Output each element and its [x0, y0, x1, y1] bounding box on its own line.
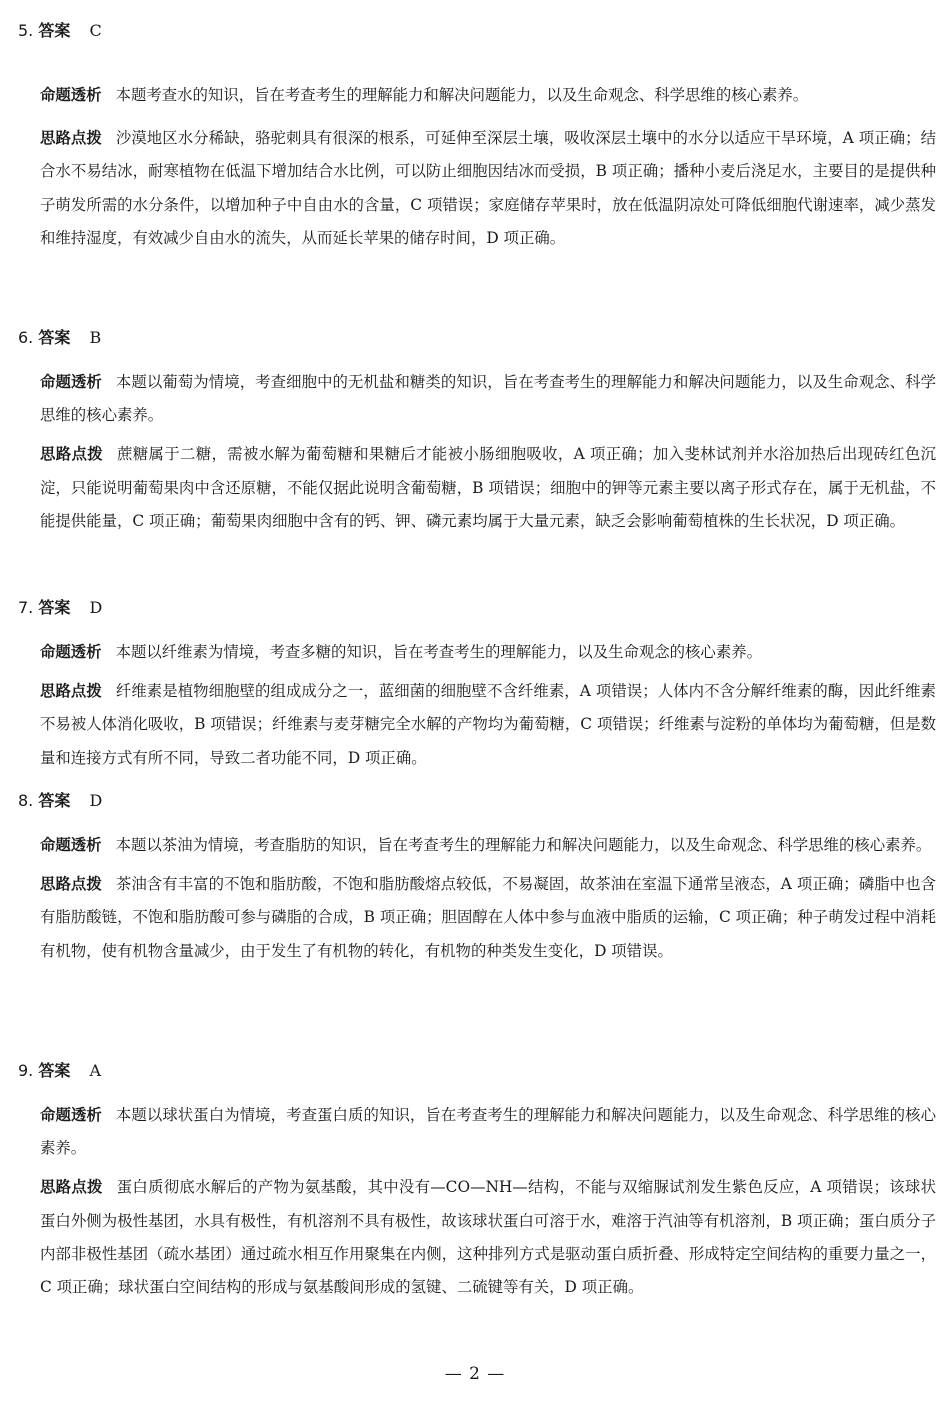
- answer-value: D: [89, 598, 103, 617]
- hint-paragraph: [40, 1171, 936, 1304]
- question-number: 9.: [18, 1061, 34, 1080]
- analysis-text: 本题以葡萄为情境，考查细胞中的无机盐和糖类的知识，旨在考查考生的理解能力和解决问题能力，以及生命观念、科学思维的核心素养。: [40, 373, 936, 425]
- analysis-label: 命题透析: [40, 836, 102, 854]
- hint-text: 沙漠地区水分稀缺，骆驼刺具有很深的根系，可延伸至深层土壤，吸收深层土壤中的水分以适应干旱环境，A 项正确；结合水不易结冰，耐寒植物在低温下增加结合水比例，可以防止细胞因结冰而受损，B 项正确；播种小麦后浇足水，主要目的是提供种子萌发所需的水分条件，以增加种子中自由水的含量，C 项错误；家庭储存苹果时，放在低温阴凉处可降低细胞代谢速率，减少蒸发和维持湿度，有效减少自由水的流失，从而延长苹果的储存时间，D 项正确。: [40, 129, 936, 247]
- hint-text: 蔗糖属于二糖，需被水解为葡萄糖和果糖后才能被小肠细胞吸收，A 项正确；加入斐林试剂并水浴加热后出现砖红色沉淀，只能说明葡萄果肉中含还原糖，不能仅据此说明含葡萄糖，B 项错误；细胞中的钾等元素主要以离子形式存在，属于无机盐，不能提供能量，C 项正确；葡萄果肉细胞中含有的钙、钾、磷元素均属于大量元素，缺乏会影响葡萄植株的生长状况，D 项正确。: [40, 445, 936, 530]
- analysis-paragraph: [40, 1099, 936, 1165]
- analysis-text: 本题以纤维素为情境，考查多糖的知识，旨在考查考生的理解能力，以及生命观念的核心素养。: [115, 643, 762, 661]
- analysis-label: 命题透析: [40, 643, 102, 661]
- analysis-label: 命题透析: [40, 1106, 102, 1124]
- question-8: [18, 790, 936, 968]
- answer-line: [18, 597, 936, 619]
- hint-label: 思路点拨: [40, 445, 103, 464]
- hint-text: 纤维素是植物细胞壁的组成成分之一，蓝细菌的细胞壁不含纤维素，A 项错误；人体内不含分解纤维素的酶，因此纤维素不易被人体消化吸收，B 项错误；纤维素与麦芽糖完全水解的产物均为葡萄糖，C 项错误；纤维素与淀粉的单体均为葡萄糖，但是数量和连接方式有所不同，导致二者功能不同，D 项正确。: [40, 682, 936, 767]
- analysis-paragraph: [40, 366, 936, 432]
- answer-label: 答案: [38, 598, 71, 617]
- hint-paragraph: [40, 868, 936, 968]
- hint-label: 思路点拨: [40, 682, 102, 701]
- answer-value: B: [89, 328, 102, 347]
- answer-label: 答案: [38, 21, 71, 40]
- hint-text: 蛋白质彻底水解后的产物为氨基酸，其中没有—CO—NH—结构，不能与双缩脲试剂发生紫色反应，A 项错误；该球状蛋白外侧为极性基团，水具有极性，有机溶剂不具有极性，故该球状蛋白可溶于水，难溶于汽油等有机溶剂，B 项正确；蛋白质分子内部非极性基团（疏水基团）通过疏水相互作用聚集在内侧，这种排列方式是驱动蛋白质折叠、形成特定空间结构的重要力量之一，C 项正确；球状蛋白空间结构的形成与氨基酸间形成的氢键、二硫键等有关，D 项正确。: [40, 1178, 936, 1297]
- answer-label: 答案: [38, 328, 71, 347]
- page-number: — 2 —: [444, 1364, 506, 1384]
- question-7: [18, 597, 936, 775]
- answer-label: 答案: [38, 1061, 71, 1080]
- hint-text: 茶油含有丰富的不饱和脂肪酸，不饱和脂肪酸熔点较低，不易凝固，故茶油在室温下通常呈液态，A 项正确；磷脂中也含有脂肪酸链，不饱和脂肪酸可参与磷脂的合成，B 项正确；胆固醇在人体中参与血液中脂质的运输，C 项正确；种子萌发过程中消耗有机物，使有机物含量减少，由于发生了有机物的转化，有机物的种类发生变化，D 项错误。: [40, 875, 936, 960]
- analysis-text: 本题以球状蛋白为情境，考查蛋白质的知识，旨在考查考生的理解能力和解决问题能力，以及生命观念、科学思维的核心素养。: [40, 1106, 936, 1158]
- answer-line: [18, 790, 936, 812]
- question-number: 7.: [18, 598, 34, 617]
- hint-label: 思路点拨: [40, 1178, 103, 1197]
- question-number: 5.: [18, 21, 34, 40]
- answer-value: D: [89, 791, 103, 810]
- question-9: [18, 1060, 936, 1304]
- hint-label: 思路点拨: [40, 875, 102, 894]
- analysis-paragraph: [40, 79, 936, 112]
- analysis-label: 命题透析: [40, 373, 102, 391]
- hint-paragraph: [40, 438, 936, 538]
- answer-line: [18, 1060, 936, 1082]
- hint-label: 思路点拨: [40, 129, 102, 148]
- answer-value: A: [89, 1061, 102, 1080]
- analysis-paragraph: [40, 636, 936, 669]
- analysis-text: 本题以茶油为情境，考查脂肪的知识，旨在考查考生的理解能力和解决问题能力，以及生命观念、科学思维的核心素养。: [115, 836, 932, 854]
- analysis-text: 本题考查水的知识，旨在考查考生的理解能力和解决问题能力，以及生命观念、科学思维的核心素养。: [115, 86, 809, 104]
- question-number: 6.: [18, 328, 34, 347]
- answer-value: C: [89, 21, 102, 40]
- analysis-paragraph: [40, 829, 936, 862]
- question-number: 8.: [18, 791, 34, 810]
- question-6: [18, 327, 936, 538]
- hint-paragraph: [40, 675, 936, 775]
- answer-line: [18, 327, 936, 349]
- analysis-label: 命题透析: [40, 86, 102, 104]
- answer-label: 答案: [38, 791, 71, 810]
- hint-paragraph: [40, 122, 936, 255]
- question-5: [18, 20, 936, 255]
- answer-line: [18, 20, 936, 42]
